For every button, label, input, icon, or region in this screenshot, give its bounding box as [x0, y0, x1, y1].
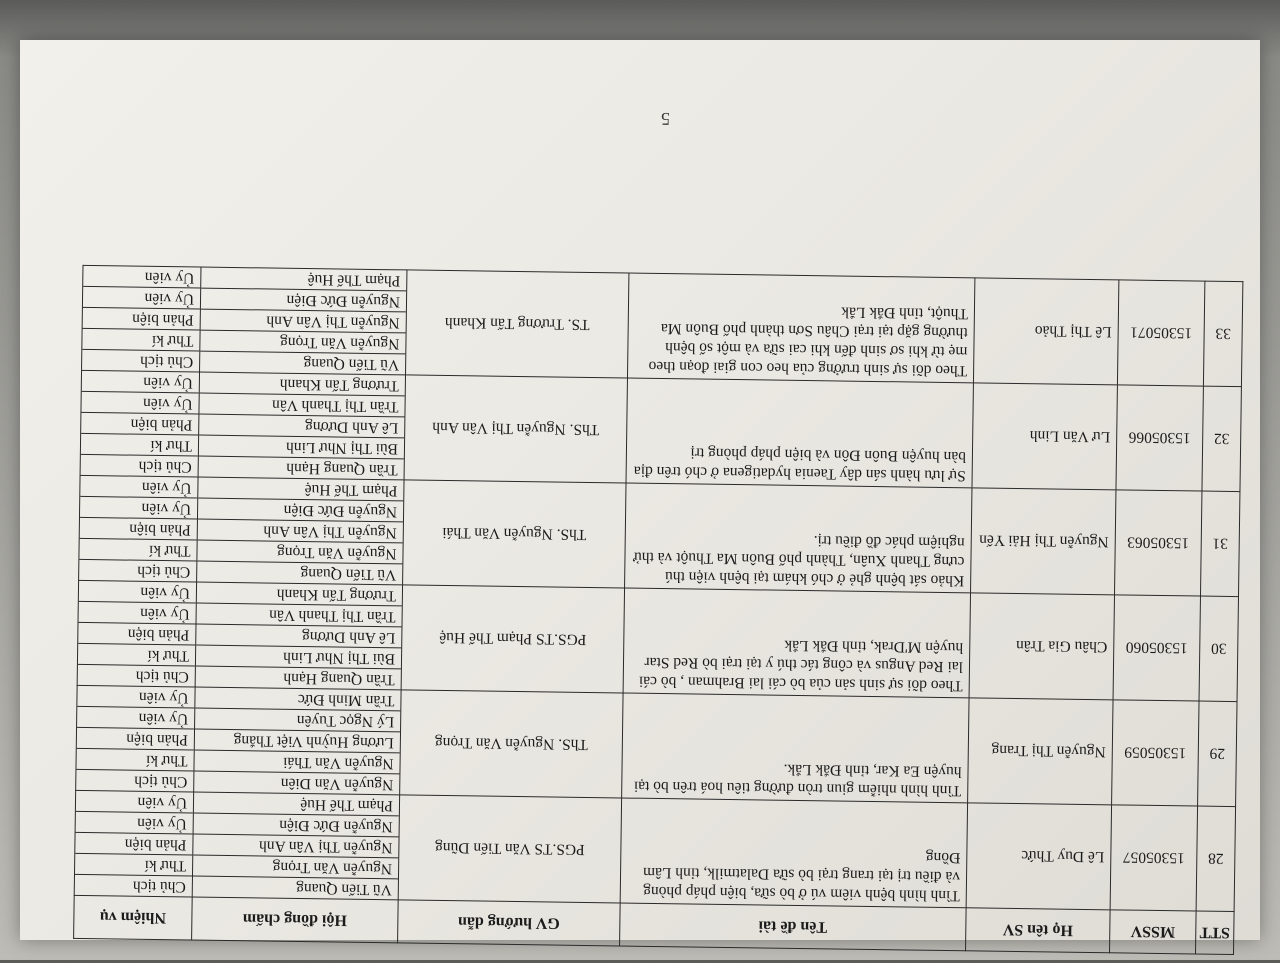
advisor-cell: PGS.TS Phạm Thế Huệ [401, 585, 624, 693]
student-name-cell: Nguyễn Thị Trang [968, 698, 1113, 805]
council-member: Vũ Tiến Quang [200, 351, 405, 375]
council-role: Phản biện [75, 832, 192, 855]
table-row [82, 265, 1243, 386]
table-row [77, 580, 1238, 701]
topic-cell: Theo dõi sự sinh trưởng của heo con giai đoạn theo mẹ từ khi sơ sinh đến khi cai sữa và một số bệnh thường gặp tại trại Châu Sơn thành phố Buôn Ma Thuột, tỉnh Đắk Lắk [627, 273, 974, 383]
council-member: Lý Ngọc Tuyên [195, 708, 400, 732]
council-member: Nguyễn Văn Trọng [200, 330, 405, 354]
advisor-cell: ThS. Nguyễn Văn Thái [403, 480, 626, 588]
mssv-cell: 15305057 [1110, 805, 1197, 911]
council-role: Thư kí [79, 538, 196, 561]
mssv-cell: 15305066 [1116, 385, 1203, 491]
topic-cell: Theo dõi sự sinh sản của bò cái lai Brahman , bò cái lai Red Angus và công tác thú y tại trại bò Red Star huyện M'Drak, tỉnh Đắk Lắk [623, 588, 970, 698]
council-member: Nguyễn Văn Trọng [197, 540, 402, 564]
role-cell [79, 475, 198, 582]
council-member: Nguyễn Văn Thái [194, 750, 399, 774]
council-cell [200, 267, 407, 375]
council-role: Ủy viên [80, 496, 197, 519]
paper-sheet [20, 40, 1260, 940]
council-member: Lê Anh Dương [196, 624, 401, 648]
council-role: Ủy viên [140, 583, 191, 602]
table-row [76, 685, 1237, 806]
council-member: Nguyễn Thị Vân Anh [198, 519, 403, 543]
topic-cell: Tình hình bệnh viêm vú ở bò sữa, biện pháp phòng và điều trị tại trang trại bò sữa Dalatmilk, tỉnh Lâm Đồng [620, 798, 967, 908]
council-role: Chủ tịch [75, 874, 192, 897]
council-role: Chủ tịch [78, 664, 195, 687]
council-member: Lương Huỳnh Việt Thắng [195, 729, 400, 753]
mssv-cell: 15305071 [1117, 280, 1204, 386]
council-role: Phản biện [77, 727, 194, 750]
council-role: Ủy viên [141, 478, 192, 497]
council-role: Ủy viên [83, 286, 200, 309]
council-role: Chủ tịch [81, 454, 198, 477]
council-cell [195, 582, 402, 690]
council-role: Chủ tịch [82, 349, 199, 372]
council-member: Nguyễn Văn Trọng [193, 855, 398, 879]
mssv-cell: 15305059 [1112, 700, 1199, 806]
header-student-name: Họ tên SV [966, 908, 1111, 953]
council-role: Chủ tịch [79, 559, 196, 582]
council-role: Thư kí [82, 328, 199, 351]
header-council: Hội đồng chấm [192, 897, 399, 943]
council-table [73, 265, 1243, 955]
council-member: Trần Minh Đức [297, 690, 395, 710]
student-name-cell: Nguyễn Thị Hải Yến [971, 488, 1116, 595]
council-role: Phản biện [83, 307, 200, 330]
rotated-page [64, 77, 1256, 963]
council-role: Phản biện [78, 622, 195, 645]
council-role: Thư kí [78, 643, 195, 666]
council-member: Trần Thị Thanh Vân [197, 603, 402, 627]
table-row [79, 475, 1240, 596]
stt-cell: 33 [1203, 281, 1242, 387]
stt-cell: 30 [1199, 596, 1238, 702]
topic-cell: Sự lưu hành sán dây Taenia hydatigena ở chó trên địa bàn huyện Buôn Đôn và biện pháp phòng trị [626, 378, 973, 488]
header-advisor: GV hướng dẫn [398, 900, 621, 946]
mssv-cell: 15305063 [1114, 490, 1201, 596]
council-role: Ủy viên [143, 373, 193, 392]
council-role: Thư kí [76, 748, 193, 771]
header-topic: Tên đề tài [620, 903, 967, 951]
council-member: Trần Quang Hạnh [199, 456, 404, 480]
council-member: Trần Quang Hạnh [196, 666, 401, 690]
council-member: Phạm Thế Huệ [300, 796, 394, 815]
student-name-cell: Châu Gia Trân [969, 593, 1114, 700]
council-role: Ủy viên [137, 793, 188, 812]
role-cell [80, 370, 199, 477]
student-name-cell: Lư Văn Linh [972, 383, 1117, 490]
advisor-cell: TS. Trương Tấn Khanh [406, 270, 629, 378]
council-role: Ủy viên [76, 811, 193, 834]
header-role: Nhiệm vụ [74, 895, 193, 940]
topic-cell: Khảo sát bệnh ghẻ ở chó khám tại bệnh viện thú cưng Thanh Xuân, Thành phố Buôn Ma Thuột và thử nghiệm phác đồ điều trị. [625, 483, 972, 593]
council-role: Ủy viên [144, 268, 195, 287]
stt-cell: 29 [1198, 701, 1237, 807]
council-member: Trương Tấn Khanh [276, 585, 397, 605]
council-member: Bùi Thị Như Linh [199, 435, 404, 459]
council-role: Ủy viên [77, 706, 194, 729]
council-member: Vũ Tiến Quang [193, 876, 398, 900]
council-member: Phạm Thế Huệ [304, 481, 398, 500]
council-role: Ủy viên [81, 391, 198, 414]
role-cell [77, 580, 196, 687]
council-cell [198, 372, 405, 480]
table-row [80, 370, 1241, 491]
council-member: Trương Tấn Khanh [279, 375, 399, 395]
council-member: Trần Thị Thanh Vân [199, 393, 404, 417]
council-member: Nguyễn Đức Điện [198, 498, 403, 522]
council-member: Nguyễn Đức Điện [194, 813, 399, 837]
council-member: Vũ Tiến Quang [197, 561, 402, 585]
advisor-cell: ThS. Nguyễn Thị Vân Anh [404, 375, 627, 483]
role-cell [82, 265, 201, 372]
council-role: Ủy viên [138, 688, 189, 707]
stt-cell: 31 [1200, 491, 1239, 597]
council-member: Nguyễn Thị Vân Anh [201, 309, 406, 333]
topic-cell: Tình hình nhiễm giun tròn đường tiêu hoá trên bò tại huyện Ea Kar, tỉnh Đắk Lắk. [622, 693, 969, 803]
council-cell [192, 792, 399, 900]
table-row [74, 790, 1235, 911]
header-stt: STT [1195, 911, 1234, 955]
student-name-cell: Lê Thị Thảo [973, 278, 1118, 385]
advisor-cell: ThS. Nguyễn Văn Trọng [400, 690, 623, 798]
council-role: Thư kí [81, 433, 198, 456]
council-member: Nguyễn Văn Diên [194, 771, 399, 795]
council-cell [194, 687, 401, 795]
council-member: Lê Anh Dương [199, 414, 404, 438]
council-member: Bùi Thị Như Linh [196, 645, 401, 669]
council-role: Ủy viên [79, 601, 196, 624]
mssv-cell: 15305060 [1113, 595, 1200, 701]
advisor-cell: PGS.TS Văn Tiến Dũng [398, 795, 621, 903]
role-cell [76, 685, 195, 792]
council-role: Chủ tịch [76, 769, 193, 792]
header-mssv: MSSV [1110, 910, 1197, 954]
page-number: 5 [660, 108, 671, 130]
council-role: Thư kí [75, 853, 192, 876]
council-role: Phản biện [80, 517, 197, 540]
role-cell [74, 790, 193, 897]
stt-cell: 28 [1196, 806, 1235, 912]
council-cell [197, 477, 404, 585]
council-member: Nguyễn Thị Vân Anh [193, 834, 398, 858]
council-member: Phạm Thế Huệ [307, 271, 401, 290]
council-role: Phản biện [81, 412, 198, 435]
council-member: Nguyễn Đức Điện [201, 288, 406, 312]
stt-cell: 32 [1202, 386, 1241, 492]
student-name-cell: Lê Duy Thức [966, 803, 1111, 910]
